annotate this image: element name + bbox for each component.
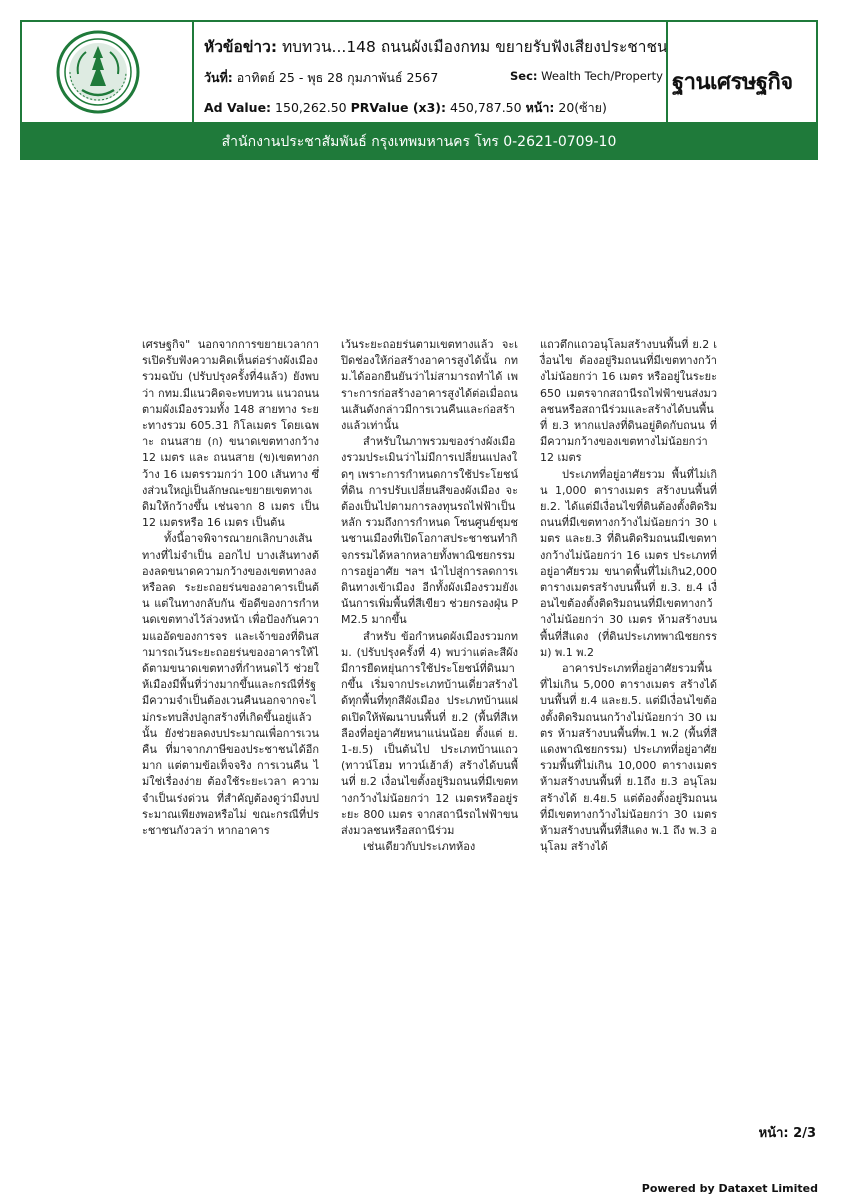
agency-bar: สำนักงานประชาสัมพันธ์ กรุงเทพมหานคร โทร 0-2621-0709-10 [20,124,818,160]
pr-value: 450,787.50 [450,100,522,115]
headline-text: ทบทวน...148 ถนนผังเมืองกทม ขยายรับฟังเสียงประชาชน [281,38,668,56]
publication-cell [666,22,816,122]
section-label: Sec: [510,69,538,83]
paragraph: แถวตึกแถวอนุโลมสร้างบนพื้นที่ ย.2 เงื่อนไข ต้องอยู่ริมถนนที่มีเขตทางกว้างไม่น้อยกว่า 16 เมตร หรืออยู่ในระยะ650 เมตรจากสถานีรถไฟฟ้าขนส่งมวลชนหรือสถานีร่วมและสร้างได้บนพื้นที่ ย.3 หากแปลงที่ดินอยู่ติดกับถนน ที่มีความกว้างของเขตทางไม่น้อยกว่า 12 เมตร [540,338,717,465]
paragraph: สำหรับ ข้อกำหนดผังเมืองรวมกทม. (ปรับปรุงครั้งที่ 4) พบว่าแต่ละสีผังมีการยืดหยุ่นการใช้ประโยชน์ที่ดินมากขึ้น เริ่มจากประเภทบ้านเดี่ยวสร้างได้ทุกพื้นที่ทุกสีผังเมือง ประเภทบ้านแฝดเปิดให้พัฒนาบนพื้นที่ ย.2 (พื้นที่สีเหลืองที่อยู่อาศัยหนาแน่นน้อย ตั้งแต่ ย.1-ย.5) เป็นต้นไป ประเภทบ้านแถว (ทาวน์โฮม ทาวน์เฮ้าส์) สร้างได้บนพื้นที่ ย.2 เงื่อนไขตั้งอยู่ริมถนนที่มีเขตทางกว้างไม่น้อยกว่า 12 เมตรหรืออยู่ระยะ 800 เมตร จากสถานีรถไฟฟ้าขนส่งมวลชนหรือสถานีร่วม [341,629,518,838]
page-number-label: หน้า: [758,1126,789,1141]
article-column-1 [142,337,319,839]
page-number-value: 2/3 [793,1126,816,1141]
paragraph: เช่นเดียวกับประเภทห้อง [363,840,476,854]
paragraph: เว้นระยะถอยร่นตามเขตทางแล้ว จะเปิดช่องให้ก่อสร้างอาคารสูงได้นั้น กทม.ได้ออกยืนยันว่าไม่สามารถทำได้ เพราะการก่อสร้างอาคารสูงได้ต่อเมื่อถนนเส้นดังกล่าวมีการเวนคืนและก่อสร้างแล้วเท่านั้น [341,338,518,433]
page-number [759,1122,816,1143]
paragraph: เศรษฐกิจ" นอกจากการขยายเวลาการเปิดรับฟังความคิดเห็นต่อร่างผังเมืองรวมฉบับ (ปรับปรุงครั้งที่4แล้ว) ยังพบว่า กทม.มีแนวคิดจะทบทวน แนวถนนตามผังเมืองรวมทั้ง 148 สายทาง ระยะทางรวม 605.31 กิโลเมตร โดยเฉพาะ ถนนสาย (ก) ขนาดเขตทางกว้าง 12 เมตร และ ถนนสาย (ข)เขตทางกว้าง 16 เมตรรวมกว่า 100 เส้นทาง ซึ่งส่วนใหญ่เป็นลักษณะขยายเขตทางเดิมให้กว้างขึ้น เช่นจาก 8 เมตร เป็น 12 เมตรหรือ 16 เมตร เป็นต้น [142,338,319,530]
clipping-info [194,22,666,122]
pr-value-label: PRValue (x3): [350,100,447,115]
ad-value-label: Ad Value: [204,100,272,115]
headline-row [204,34,669,59]
article-column-2 [341,337,518,856]
paragraph: ทั้งนี้อาจพิจารณายกเลิกบางเส้นทางที่ไม่จำเป็น ออกไป บางเส้นทางต้องลดขนาดความกว้างของเขตทางลง หรือลด ระยะถอยร่นของอาคารเป็นต้น แต่ในทางกลับกัน ข้อดีของการกำหนดเขตทางไว้ล่วงหน้า เพื่อป้องกันความแออัดของการจร และเจ้าของที่ดินสามารถเว้นระยะถอยร่นของอาคารให้ได้ตามขนาดเขตทางที่กำหนดไว้ ช่วยให้เมืองมีพื้นที่ว่างมากขึ้นและกรณีที่รัฐมีความจำเป็นต้องเวนคืนนอกจากจะไม่กระทบสิ่งปลูกสร้างที่เกิดขึ้นอยู่แล้วนั้น ยังช่วยลดงบประมาณเพื่อการเวนคืน ที่มาจากภาษีของประชาชนได้อีกมาก แต่ตามข้อเท็จจริง การเวนคืน ไม่ใช่เรื่องง่าย ต้องใช้ระยะเวลา ความจำเป็นเร่งด่วน ที่สำคัญต้องดูว่ามีงบประมาณเพียงพอหรือไม่ ขณะกรณีที่ประชาชนกังวลว่า หากอาคาร [142,532,319,838]
section-value: Wealth Tech/Property [541,69,663,83]
section-row [510,69,663,83]
page-value: 20(ซ้าย) [558,100,607,115]
publication-logo: ฐานเศรษฐกิจ [672,70,793,95]
ad-value: 150,262.50 [275,100,347,115]
value-row [204,98,607,118]
date-value: อาทิตย์ 25 - พุธ 28 กุมภาพันธ์ 2567 [236,70,439,85]
page-label: หน้า: [525,100,555,115]
clipping-header [20,20,818,124]
powered-by: Powered by Dataxet Limited [641,1182,818,1195]
paragraph: ประเภทที่อยู่อาศัยรวม พื้นที่ไม่เกิน 1,000 ตารางเมตร สร้างบนพื้นที่ ย.2. ได้แต่มีเงื่อนไขที่ดินต้องตั้งติดริมถนนที่มีเขตทางกว้างไม่น้อยกว่า 30 เมตร และย.3 ที่ดินติดริมถนนมีเขตทางกว้างไม่น้อยกว่า 16 เมตร ประเภทที่อยู่อาศัยรวม ขนาดพื้นที่ไม่เกิน2,000 ตารางเมตรสร้างบนพื้นที่ ย.3. ย.4 เงื่อนไขต้องตั้งติดริมถนนที่มีเขตทางกว้างไม่น้อยกว่า 30 เมตร ห้ามสร้างบนพื้นที่สีแดง (ที่ดินประเภทพาณิชยกรรม) พ.1 พ.2 [540,467,717,659]
paragraph: อาคารประเภทที่อยู่อาศัยรวมพื้นที่ไม่เกิน 5,000 ตารางเมตร สร้างได้บนพื้นที่ ย.4 และย.5. แต่มีเงื่อนไขต้องตั้งติดริมถนนกว้างไม่น้อยกว่า 30 เมตร ห้ามสร้างบนพื้นที่พ.1 พ.2 (พื้นที่สีแดงพาณิชยกรรม) ประเภทที่อยู่อาศัยรวมพื้นที่ไม่เกิน 10,000 ตารางเมตร ห้ามสร้างบนพื้นที่ ย.1ถึง ย.3 อนุโลมสร้างได้ ย.4ย.5 แต่ต้องตั้งอยู่ริมถนน ที่มีเขตทางกว้างไม่น้อยกว่า 30 เมตร ห้ามสร้างบนพื้นที่สีแดง พ.1 ถึง พ.3 อนุโลม สร้างได้ [540,662,717,854]
logo-cell [22,22,194,122]
article-column-3 [540,337,717,856]
date-row [204,68,438,88]
date-label: วันที่: [204,70,233,85]
bma-seal-icon [56,30,140,114]
headline-label: หัวข้อข่าว: [204,38,278,56]
paragraph: สำหรับในภาพรวมของร่างผังเมืองรวมประเมินว่าไม่มีการเปลี่ยนแปลงใดๆ เพราะการกำหนดการใช้ประโยชน์ที่ดิน การปรับเปลี่ยนสีของผังเมือง จะต้องเป็นไปตามการลงทุนรถไฟฟ้าเป็นหลัก รวมถึงการกำหนด โซนศูนย์ชุมชนชานเมืองที่เปิดโอกาสประชาชนทำกิจกรรมได้หลากหลายทั้งพาณิชยกรรม การอยู่อาศัย ฯลฯ นำไปสู่การลดการเดินทางเข้าเมือง อีกทั้งผังเมืองรวมยังเน้นการเพิ่มพื้นที่สีเขียว ช่วยกรองฝุ่น PM2.5 มากขึ้น [341,435,518,627]
